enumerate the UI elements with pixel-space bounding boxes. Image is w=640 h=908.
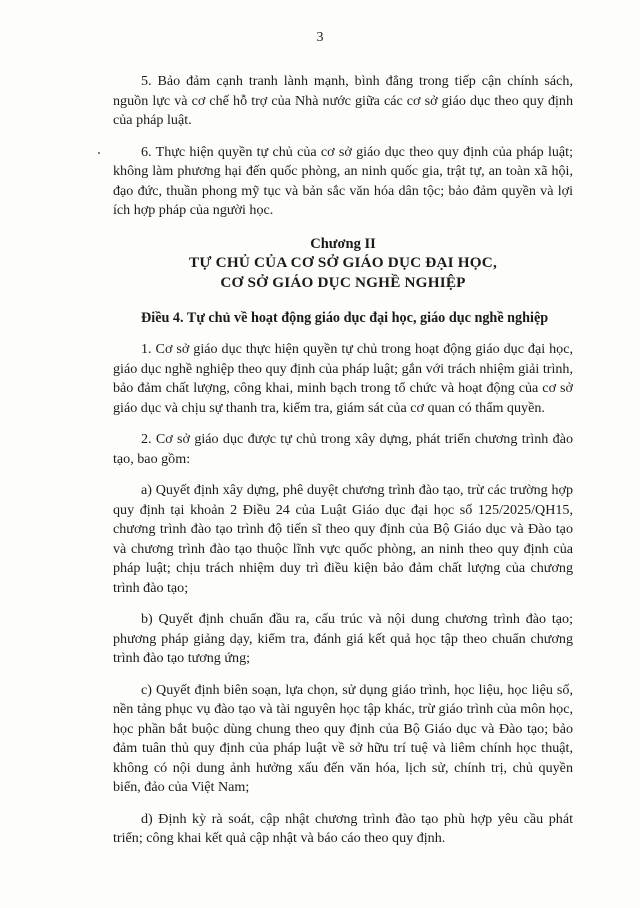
page-number: 3 xyxy=(316,30,324,45)
paragraph-6: 6. Thực hiện quyền tự chủ của cơ sở giáo dục theo quy định của pháp luật; không làm phương hại đến quốc phòng, an ninh quốc gia, trật tự, an toàn xã hội, đạo đức, thuần phong mỹ tục và bản sắc văn hóa dân tộc; bảo đảm quyền và lợi ích hợp pháp của người học. xyxy=(113,143,573,218)
chapter-header xyxy=(113,235,573,293)
paragraph-5: 5. Bảo đảm cạnh tranh lành mạnh, bình đẳng trong tiếp cận chính sách, nguồn lực và cơ chế hỗ trợ của Nhà nước giữa các cơ sở giáo dục theo quy định của pháp luật. xyxy=(113,73,573,128)
chapter-heading-line-1: TỰ CHỦ CỦA CƠ SỞ GIÁO DỤC ĐẠI HỌC, xyxy=(189,253,497,271)
scan-speck xyxy=(98,152,100,154)
clause-item-c: c) Quyết định biên soạn, lựa chọn, sử dụng giáo trình, học liệu, học liệu số, nền tảng phục vụ đào tạo và tài nguyên học tập khác, trừ giáo trình của môn học, học phần bắt buộc dùng chung theo quy định của Bộ Giáo dục và Đào tạo; bảo đảm tuân thủ quy định của pháp luật về sở hữu trí tuệ và liêm chính học thuật, không có nội dung ảnh hưởng xấu đến văn hóa, lịch sử, chính trị, chủ quyền biển, đảo của Việt Nam; xyxy=(113,681,573,795)
document-body xyxy=(113,72,573,861)
clause-2: 2. Cơ sở giáo dục được tự chủ trong xây dựng, phát triển chương trình đào tạo, bao gồm: xyxy=(113,431,573,467)
article-heading: Điều 4. Tự chủ về hoạt động giáo dục đại học, giáo dục nghề nghiệp xyxy=(141,309,549,326)
chapter-label: Chương II xyxy=(310,235,376,252)
chapter-heading-line-2: CƠ SỞ GIÁO DỤC NGHỀ NGHIỆP xyxy=(220,273,466,291)
clause-item-a: a) Quyết định xây dựng, phê duyệt chương trình đào tạo, trừ các trường hợp quy định tại khoản 2 Điều 24 của Luật Giáo dục đại học số 125/2025/QH15, chương trình đào tạo trình độ tiến sĩ theo quy định của Bộ Giáo dục và Đào tạo và chương trình đào tạo thuộc lĩnh vực quốc phòng, an ninh theo quy định của pháp luật; chịu trách nhiệm duy trì điều kiện bảo đảm chất lượng của chương trình đào tạo; xyxy=(113,482,573,596)
clause-1: 1. Cơ sở giáo dục thực hiện quyền tự chủ trong hoạt động giáo dục đại học, giáo dục nghề nghiệp theo quy định của pháp luật; gắn với trách nhiệm giải trình, bảo đảm chất lượng, công khai, minh bạch trong tổ chức và hoạt động của cơ sở giáo dục và chịu sự thanh tra, kiểm tra, giám sát của cơ quan có thẩm quyền. xyxy=(113,341,573,416)
clause-item-b: b) Quyết định chuẩn đầu ra, cấu trúc và nội dung chương trình đào tạo; phương pháp giảng dạy, kiểm tra, đánh giá kết quả học tập theo chuẩn chương trình đào tạo tương ứng; xyxy=(113,611,573,666)
clause-item-d: d) Định kỳ rà soát, cập nhật chương trình đào tạo phù hợp yêu cầu phát triển; công khai kết quả cập nhật và báo cáo theo quy định. xyxy=(113,810,573,846)
